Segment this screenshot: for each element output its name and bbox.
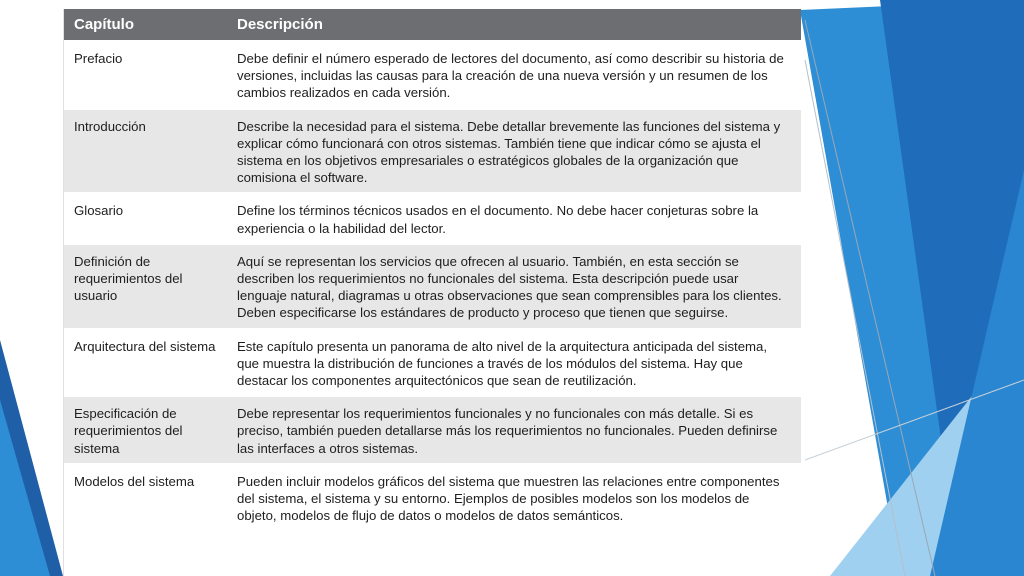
- description-cell: Debe representar los requerimientos funcionales y no funcionales con más detalle. Si es preciso, también pueden detallarse más los requerimientos no funcionales. Pueden definirse las interfaces a otros sistemas.: [227, 396, 801, 464]
- table-row: [64, 464, 801, 531]
- description-cell: Pueden incluir modelos gráficos del sistema que muestren las relaciones entre componentes del sistema, el sistema y su entorno. Ejemplos de posibles modelos son los modelos de objeto, modelos de flujo de datos o modelos de datos semánticos.: [227, 464, 801, 531]
- chapter-cell: Prefacio: [64, 41, 227, 109]
- table-row: [64, 41, 801, 109]
- header-description: Descripción: [227, 9, 801, 41]
- chapter-cell: Glosario: [64, 193, 227, 243]
- table-row: [64, 109, 801, 194]
- document-outline-table: [63, 9, 801, 576]
- chapter-cell: Arquitectura del sistema: [64, 329, 227, 397]
- chapter-cell: Definición de requerimientos del usuario: [64, 244, 227, 329]
- chapter-cell: Modelos del sistema: [64, 464, 227, 531]
- chapters-table: [64, 9, 801, 530]
- description-cell: Aquí se representan los servicios que ofrecen al usuario. También, en esta sección se describen los requerimientos no funcionales del sistema. Esta descripción puede usar lenguaje natural, diagramas u otras observaciones que sean comprensibles para los clientes. Deben especificarse los estándares de producto y proceso que tienen que seguirse.: [227, 244, 801, 329]
- table-header-row: [64, 9, 801, 41]
- table-row: [64, 193, 801, 243]
- chapter-cell: Especificación de requerimientos del sistema: [64, 396, 227, 464]
- table-row: [64, 329, 801, 397]
- description-cell: Debe definir el número esperado de lectores del documento, así como describir su historia de versiones, incluidas las causas para la creación de una nueva versión y un resumen de los cambios realizados en cada versión.: [227, 41, 801, 109]
- description-cell: Define los términos técnicos usados en el documento. No debe hacer conjeturas sobre la experiencia o la habilidad del lector.: [227, 193, 801, 243]
- header-chapter: Capítulo: [64, 9, 227, 41]
- chapter-cell: Introducción: [64, 109, 227, 194]
- description-cell: Este capítulo presenta un panorama de alto nivel de la arquitectura anticipada del sistema, que muestra la distribución de funciones a través de los módulos del sistema. Hay que destacar los componentes arquitectónicos que sean de reutilización.: [227, 329, 801, 397]
- table-row: [64, 244, 801, 329]
- table-row: [64, 396, 801, 464]
- description-cell: Describe la necesidad para el sistema. Debe detallar brevemente las funciones del sistema y explicar cómo funcionará con otros sistemas. También tiene que indicar cómo se ajusta el sistema en los objetivos empresariales o estratégicos globales de la organización que comisiona el software.: [227, 109, 801, 194]
